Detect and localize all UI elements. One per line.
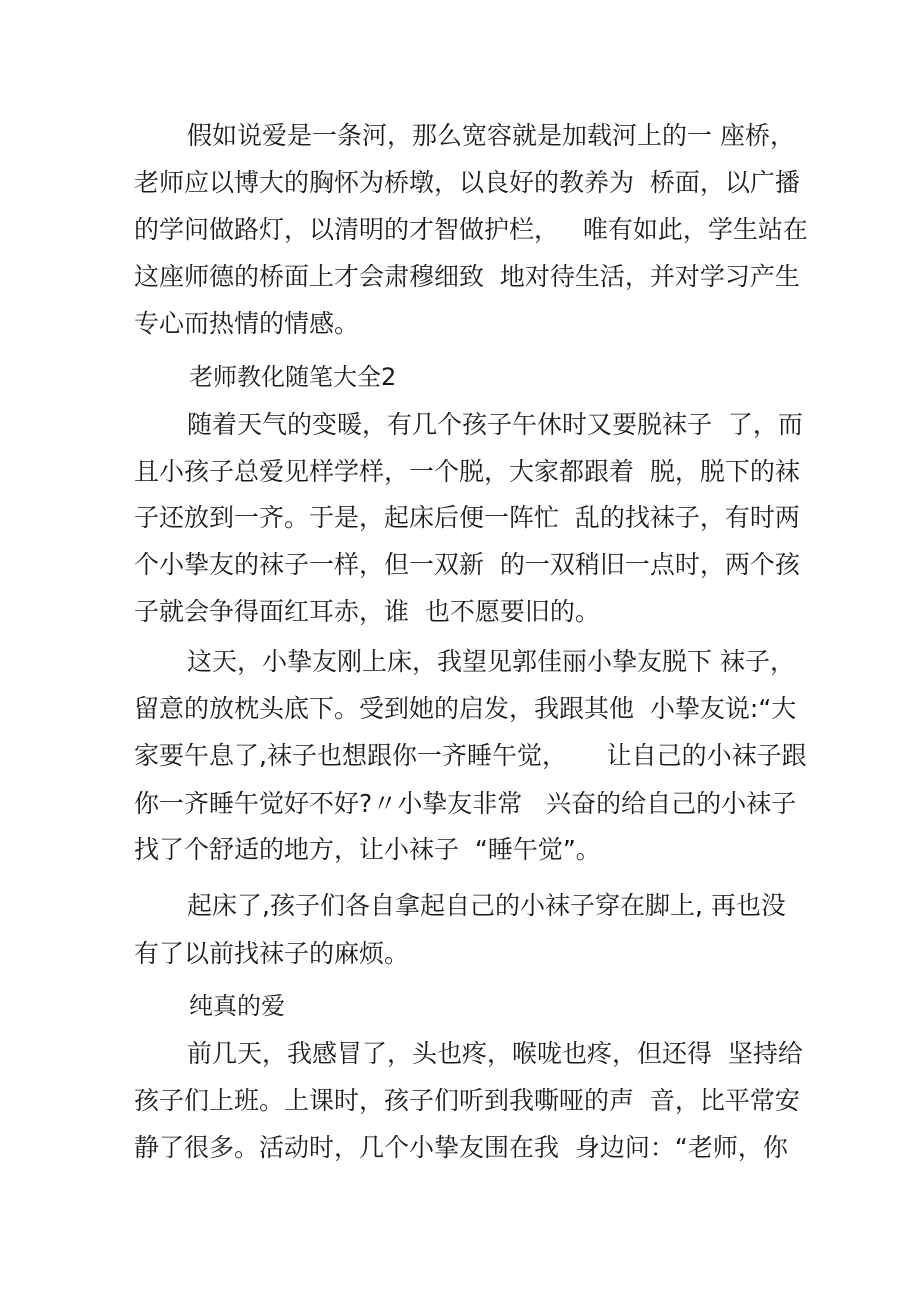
text-line: 子还放到一齐。于是，起床后便一阵忙 乱的找袜子，有时两 <box>134 503 800 532</box>
text-line: 假如说爱是一条河，那么宽容就是加载河上的一 座桥， <box>187 121 795 150</box>
text-line: 找了个舒适的地方，让小袜子 “睡午觉”。 <box>134 835 601 864</box>
text-line: 这座师德的桥面上才会肃穆细致 地对待生活，并对学习产生 <box>134 262 800 291</box>
text-line: 起床了,孩子们各自拿起自己的小袜子穿在脚上, 再也没 <box>187 891 786 920</box>
text-line: 有了以前找袜子的麻烦。 <box>134 939 410 968</box>
text-line: 这天，小挚友刚上床，我望见郭佳丽小挚友脱下 袜子， <box>187 647 795 676</box>
text-line: 老师应以博大的胸怀为桥墩，以良好的教养为 桥面，以广播 <box>134 168 800 197</box>
section-heading: 老师教化随笔大全2 <box>189 363 397 391</box>
text-line: 家要午息了,袜子也想跟你一齐睡午觉， 让自己的小袜子跟 <box>134 741 807 770</box>
text-line: 前几天，我感冒了，头也疼，喉咙也疼，但还得 坚持给 <box>187 1039 803 1068</box>
text-line: 子就会争得面红耳赤，谁 也不愿要旧的。 <box>134 597 600 626</box>
text-line: 个小挚友的袜子一样，但一双新 的一双稍旧一点时，两个孩 <box>134 550 800 579</box>
section-heading: 纯真的爱 <box>189 992 285 1020</box>
text-line: 专心而热情的情感。 <box>134 309 360 338</box>
text-line: 的学问做路灯，以清明的才智做护栏， 唯有如此，学生站在 <box>134 215 808 244</box>
text-line: 你一齐睡午觉好不好?〃小挚友非常 兴奋的给自己的小袜子 <box>134 789 797 818</box>
text-line: 留意的放枕头底下。受到她的启发，我跟其他 小挚友说:“大 <box>134 694 797 723</box>
text-line: 孩子们上班。上课时，孩子们听到我嘶哑的声 音，比平常安 <box>134 1086 800 1115</box>
text-line: 随着天气的变暖，有几个孩子午休时又要脱袜子 了，而 <box>187 410 803 439</box>
text-line: 静了很多。活动时，几个小挚友围在我 身边问：“老师，你 <box>134 1133 788 1162</box>
text-line: 且小孩子总爱见样学样，一个脱，大家都跟着 脱，脱下的袜 <box>134 457 800 486</box>
